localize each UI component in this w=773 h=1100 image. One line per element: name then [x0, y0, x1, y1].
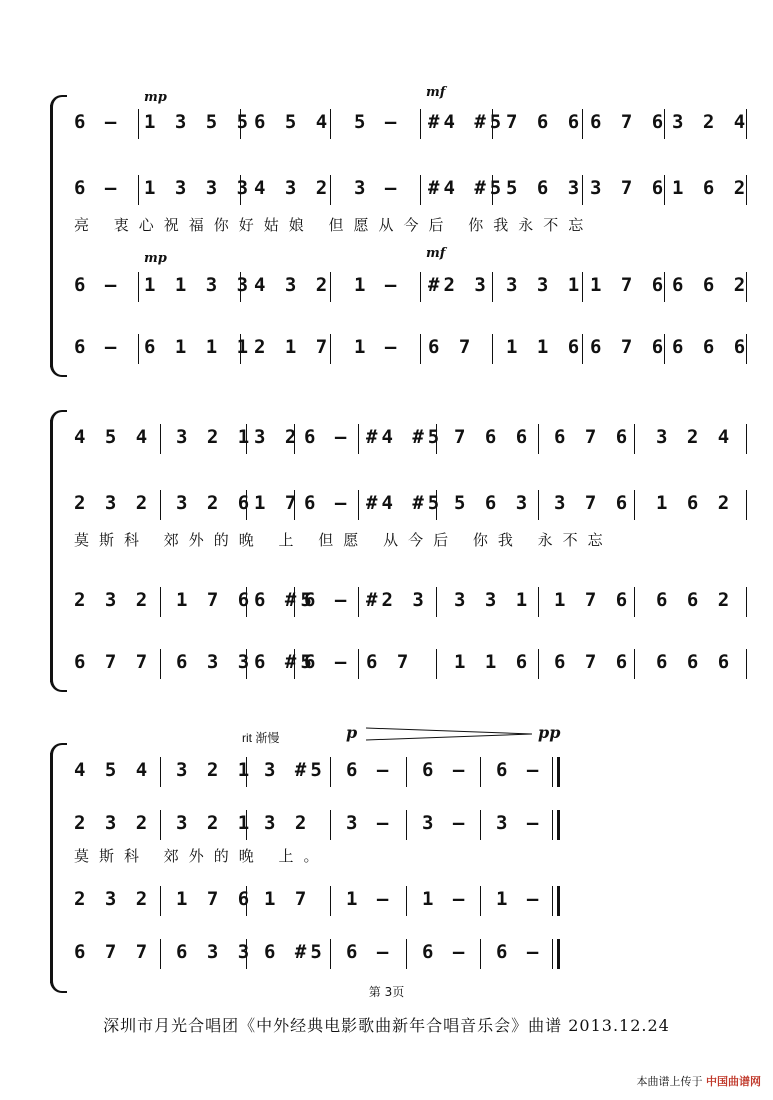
measure: 1 7 6	[590, 274, 668, 296]
system-brace	[50, 420, 67, 682]
measure: 6 6 6	[656, 651, 734, 673]
measure: 1 7	[254, 492, 301, 514]
measure: 6 3 3	[176, 651, 254, 673]
measure: 3 2 4	[656, 426, 734, 448]
measure: #4 #5	[366, 492, 444, 514]
measure: 6 –	[74, 177, 121, 199]
measure: 1 1 3 3	[144, 274, 253, 296]
dynamic-mark: mf	[426, 246, 446, 261]
measure: 6 #5	[254, 589, 316, 611]
measure: 6 6 2	[672, 274, 750, 296]
system-2	[50, 410, 750, 690]
measure: 3 #5	[264, 759, 326, 781]
measure: 1 3 3 3	[144, 177, 253, 199]
dynamic-mark: mf	[426, 85, 446, 100]
measure: 6 5 4	[254, 111, 332, 133]
measure: 6 7	[366, 651, 413, 673]
measure: 5 6 3	[454, 492, 532, 514]
measure: 6 7 6	[590, 111, 668, 133]
measure: 3 7 6	[554, 492, 632, 514]
measure: 2 3 2	[74, 812, 152, 834]
measure: 2 3 2	[74, 888, 152, 910]
voice-row-alto	[68, 488, 758, 518]
upload-label: 本曲谱上传于	[636, 1075, 703, 1088]
measure: 3 2	[254, 426, 301, 448]
measure: #4 #5	[428, 111, 506, 133]
measure: 7 6 6	[506, 111, 584, 133]
measure: 6 –	[422, 759, 469, 781]
voice-row-alto	[68, 173, 758, 203]
measure: #4 #5	[366, 426, 444, 448]
measure: 6 6 6	[672, 336, 750, 358]
measure: 6 3 3	[176, 941, 254, 963]
measure: 3 3 1	[454, 589, 532, 611]
measure: 3 2 4	[672, 111, 750, 133]
lyrics-line: 莫斯科 郊外的晚 上 但愿 从今后 你我 永不忘	[74, 531, 613, 549]
measure: 4 3 2	[254, 177, 332, 199]
measure: 3 2 1	[176, 759, 254, 781]
measure: 1 6 2	[656, 492, 734, 514]
measure: 3 2 1	[176, 812, 254, 834]
measure: 3 2 6	[176, 492, 254, 514]
measure: 3 2	[264, 812, 311, 834]
measure: 3 –	[496, 812, 543, 834]
measure: 6 7 6	[590, 336, 668, 358]
measure: 6 #5	[254, 651, 316, 673]
measure: 6 –	[304, 651, 351, 673]
measure: #2 3	[428, 274, 490, 296]
page-number: 第 3页	[368, 985, 405, 999]
measure: 6 –	[74, 274, 121, 296]
decrescendo-hairpin	[366, 727, 534, 741]
measure: 1 –	[354, 274, 401, 296]
measure: 2 3 2	[74, 589, 152, 611]
score-footer-title: 深圳市月光合唱团《中外经典电影歌曲新年合唱音乐会》曲谱 2013.12.24	[103, 1016, 670, 1035]
measure: 6 7	[428, 336, 475, 358]
voice-row-bass	[68, 647, 758, 677]
measure: 6 7 6	[554, 651, 632, 673]
measure: 6 –	[422, 941, 469, 963]
measure: 2 3 2	[74, 492, 152, 514]
lyrics-line: 亮 衷心祝福你好姑娘 但愿从今后 你我永不忘	[74, 216, 594, 234]
voice-row-soprano	[68, 755, 758, 785]
measure: 6 –	[496, 941, 543, 963]
voice-row-tenor	[68, 884, 758, 914]
measure: 6 –	[346, 759, 393, 781]
dynamic-mark: mp	[144, 90, 167, 105]
measure: 6 –	[74, 336, 121, 358]
system-3	[50, 725, 750, 985]
voice-row-tenor	[68, 585, 758, 615]
measure: 5 –	[354, 111, 401, 133]
measure: 4 3 2	[254, 274, 332, 296]
measure: 3 2 1	[176, 426, 254, 448]
voice-row-alto	[68, 808, 758, 838]
measure: 6 –	[346, 941, 393, 963]
system-brace	[50, 753, 67, 983]
upload-credit	[637, 1073, 762, 1089]
voice-row-soprano	[68, 422, 758, 452]
dynamic-mark: mp	[144, 251, 167, 266]
measure: 1 –	[422, 888, 469, 910]
measure: 1 1 6	[454, 651, 532, 673]
measure: 4 5 4	[74, 426, 152, 448]
measure: 6 –	[304, 589, 351, 611]
measure: 4 5 4	[74, 759, 152, 781]
voice-row-tenor	[68, 270, 758, 300]
rit-marking: rit 渐慢	[242, 731, 280, 745]
measure: 6 7 7	[74, 651, 152, 673]
measure: 6 1 1 1	[144, 336, 253, 358]
measure: 6 –	[496, 759, 543, 781]
measure: 7 6 6	[454, 426, 532, 448]
measure: 1 7 6	[554, 589, 632, 611]
lyrics-line: 莫斯科 郊外的晚 上。	[74, 847, 329, 865]
measure: #4 #5	[428, 177, 506, 199]
system-1	[50, 85, 750, 375]
measure: 6 7 7	[74, 941, 152, 963]
measure: 3 –	[422, 812, 469, 834]
measure: 6 7 6	[554, 426, 632, 448]
voice-row-bass	[68, 937, 758, 967]
measure: 2 1 7	[254, 336, 332, 358]
measure: 6 6 2	[656, 589, 734, 611]
voice-row-soprano	[68, 107, 758, 137]
measure: 6 –	[74, 111, 121, 133]
system-brace	[50, 105, 67, 367]
measure: 1 6 2	[672, 177, 750, 199]
measure: 5 6 3	[506, 177, 584, 199]
measure: 1 7 6	[176, 888, 254, 910]
measure: 1 1 6	[506, 336, 584, 358]
measure: 3 –	[354, 177, 401, 199]
measure: 1 7 6	[176, 589, 254, 611]
measure: #2 3	[366, 589, 428, 611]
measure: 6 #5	[264, 941, 326, 963]
measure: 6 –	[304, 492, 351, 514]
measure: 3 7 6	[590, 177, 668, 199]
dynamic-mark: p	[346, 723, 358, 742]
voice-row-bass	[68, 332, 758, 362]
dynamic-mark: pp	[538, 723, 561, 742]
measure: 1 –	[346, 888, 393, 910]
site-logo[interactable]: 中国曲谱网	[706, 1075, 761, 1088]
measure: 3 3 1	[506, 274, 584, 296]
measure: 1 3 5 5	[144, 111, 253, 133]
measure: 1 –	[496, 888, 543, 910]
measure: 3 –	[346, 812, 393, 834]
measure: 6 –	[304, 426, 351, 448]
measure: 1 –	[354, 336, 401, 358]
measure: 1 7	[264, 888, 311, 910]
